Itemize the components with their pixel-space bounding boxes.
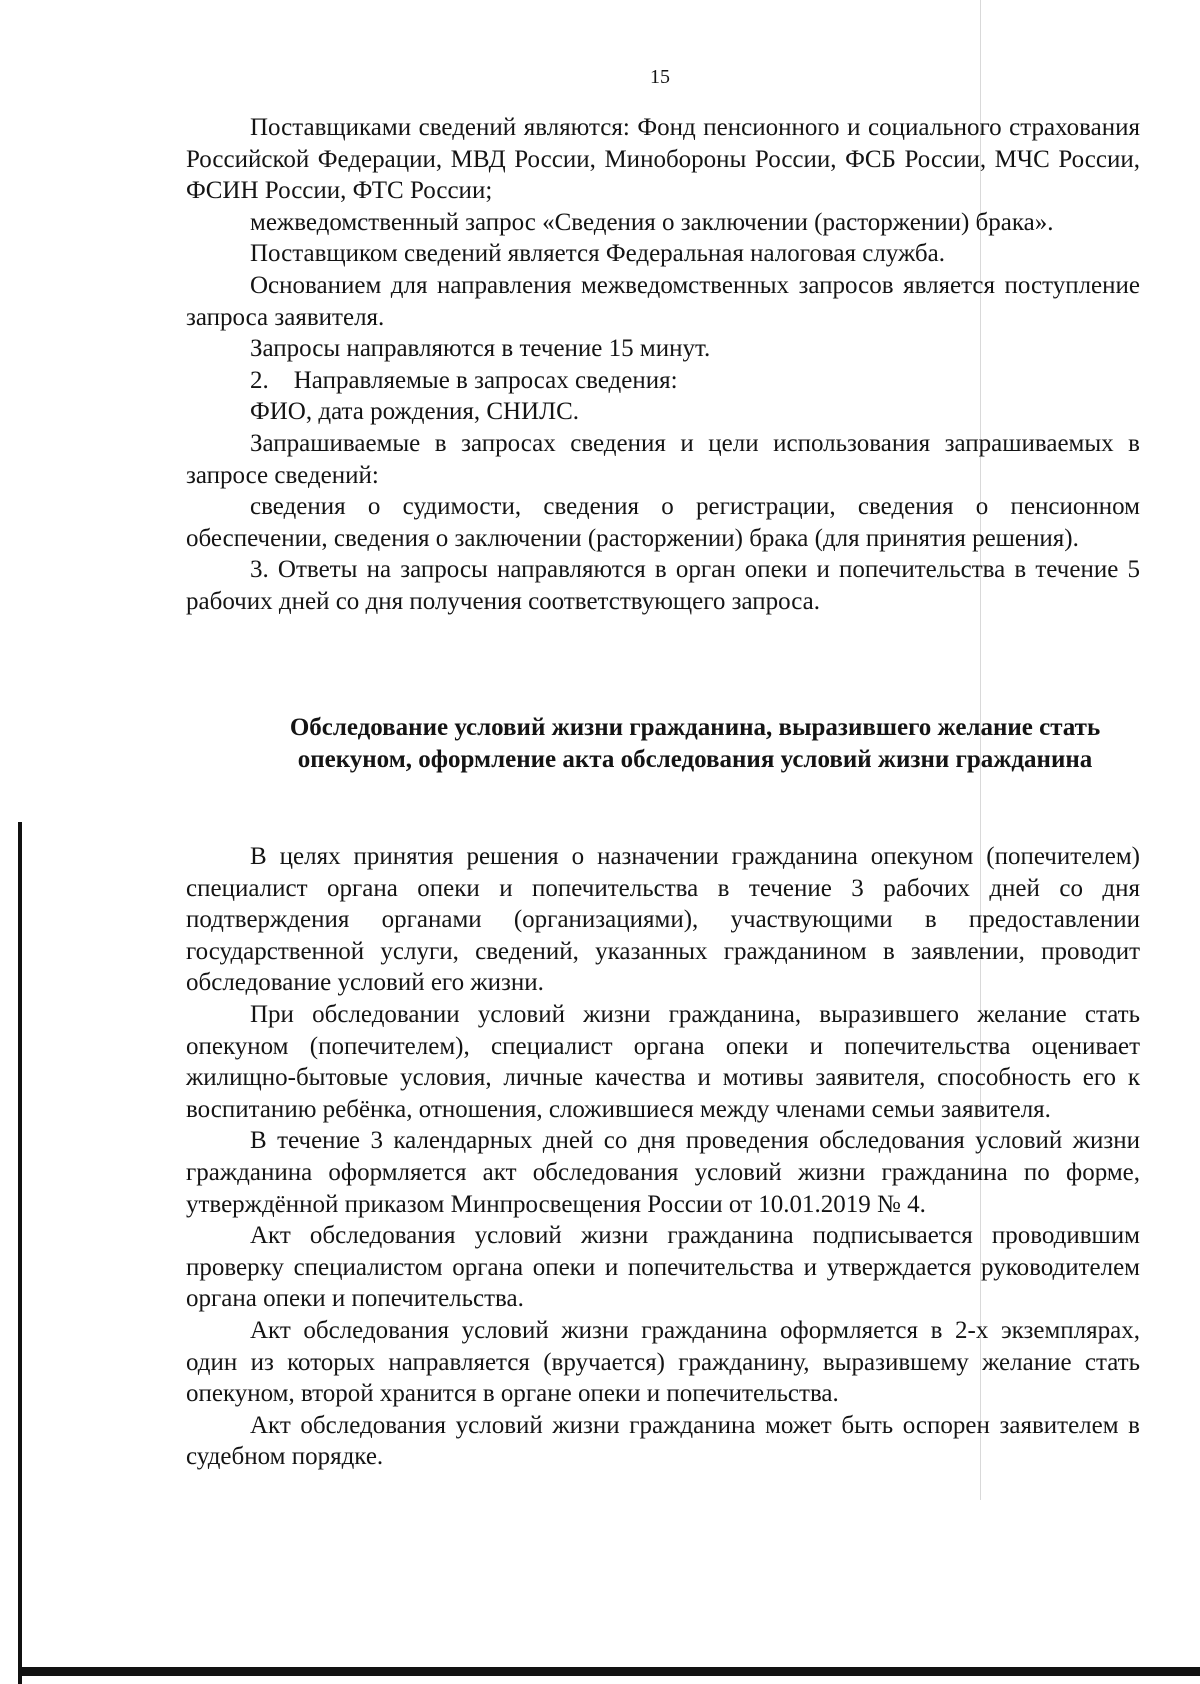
scan-border-bottom xyxy=(18,1667,1200,1676)
paragraph: Акт обследования условий жизни гражданина оформляется в 2-х экземплярах, один из которых направляется (вручается) гражданину, выразившему желание стать опекуном, второй хранится в органе опеки и попечительства. xyxy=(186,1316,1140,1408)
scan-border-left xyxy=(18,822,22,1684)
paragraph: При обследовании условий жизни гражданина, выразившего желание стать опекуном (попечителем), специалист органа опеки и попечительства оценивает жилищно-бытовые условия, личные качества и мотивы заявителя, способность его к воспитанию ребёнка, отношения, сложившиеся между членами семьи заявителя. xyxy=(186,1000,1140,1123)
paragraph: сведения о судимости, сведения о регистрации, сведения о пенсионном обеспечении, сведения о заключении (расторжении) брака (для принятия решения). xyxy=(186,493,1140,552)
paragraph: В течение 3 календарных дней со дня проведения обследования условий жизни гражданина оформляется акт обследования условий жизни гражданина по форме, утверждённой приказом Минпросвещения России от 10.01.2019 № 4. xyxy=(186,1127,1140,1218)
page-number: 15 xyxy=(650,66,670,88)
paragraph: 3. Ответы на запросы направляются в орган опеки и попечительства в течение 5 рабочих дней со дня получения соответствующего запроса. xyxy=(186,556,1140,615)
paragraph: Акт обследования условий жизни гражданина подписывается проводившим проверку специалистом органа опеки и попечительства и утверждается руководителем органа опеки и попечительства. xyxy=(186,1222,1140,1313)
paragraph: Акт обследования условий жизни гражданина может быть оспорен заявителем в судебном порядке. xyxy=(186,1411,1140,1471)
paragraph: Поставщиками сведений являются: Фонд пенсионного и социального страхования Российской Федерации, МВД России, Минобороны России, ФСБ России, МЧС России, ФСИН России, ФТС России; xyxy=(186,114,1140,205)
paragraph: ФИО, дата рождения, СНИЛС. xyxy=(250,398,579,426)
paragraph: Запросы направляются в течение 15 минут. xyxy=(250,335,711,363)
paragraph: межведомственный запрос «Сведения о заключении (расторжении) брака». xyxy=(250,208,1054,236)
paragraph: 2. Направляемые в запросах сведения: xyxy=(250,366,678,394)
paragraph: Запрашиваемые в запросах сведения и цели использования запрашиваемых в запросе сведений: xyxy=(186,429,1140,489)
paragraph: Поставщиком сведений является Федеральная налоговая служба. xyxy=(250,240,945,268)
section-heading: Обследование условий жизни гражданина, выразившего желание стать опекуном, оформление акта обследования условий жизни гражданина xyxy=(289,714,1101,773)
paragraph: В целях принятия решения о назначении гражданина опекуном (попечителем) специалист органа опеки и попечительства в течение 3 рабочих дней со дня подтверждения органами (организациями), участвующими в предоставлении государственной услуги, сведений, указанных гражданином в заявлении, проводит обследование условий его жизни. xyxy=(186,843,1140,997)
paragraph: Основанием для направления межведомственных запросов является поступление запроса заявителя. xyxy=(186,271,1140,331)
bottom-text-block xyxy=(186,841,1140,1473)
top-text-block xyxy=(186,112,1140,618)
